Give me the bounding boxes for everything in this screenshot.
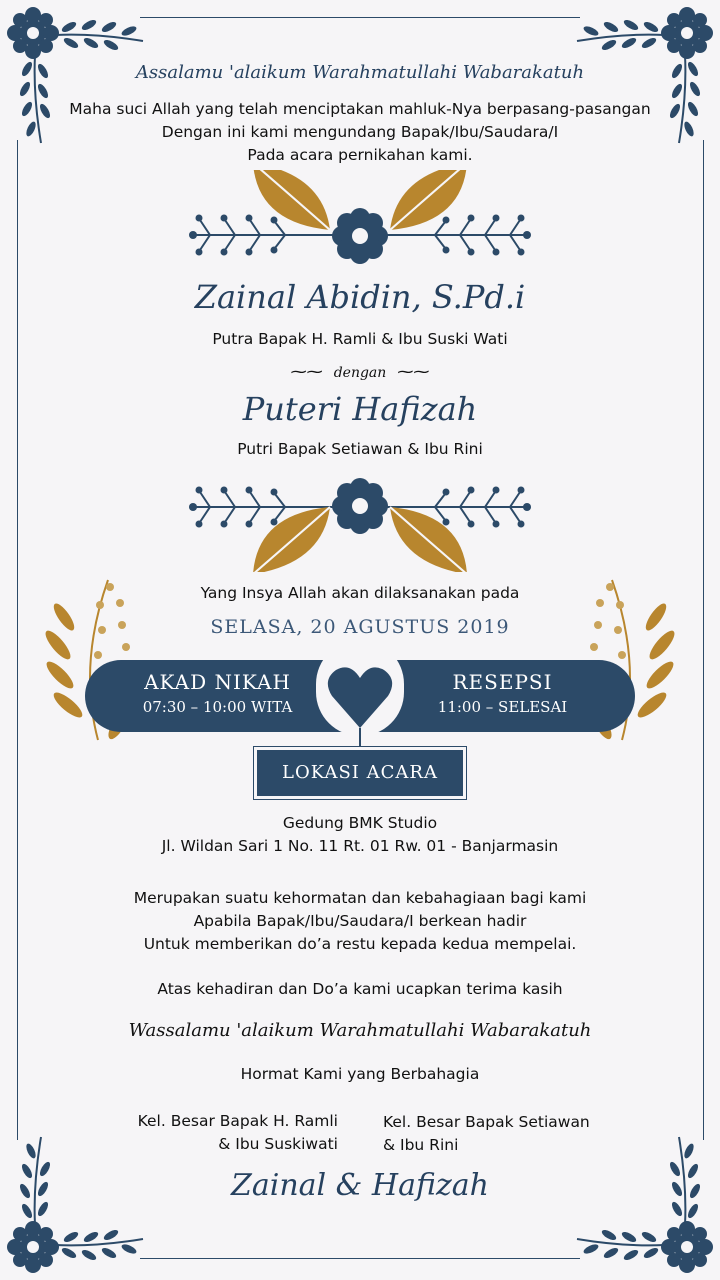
- venue-name: Gedung BMK Studio: [282, 814, 438, 832]
- intro-line-3: Pada acara pernikahan kami.: [247, 146, 473, 164]
- family-groom-line-2: & Ibu Suskiwati: [218, 1135, 338, 1153]
- family-bride-line-1: Kel. Besar Bapak Setiawan: [383, 1113, 590, 1131]
- greeting-close: Wassalamu 'alaikum Warahmatullahi Wabarakatuh: [128, 1020, 592, 1041]
- connector-stem: [359, 728, 361, 752]
- groom-parents: Putra Bapak H. Ramli & Ibu Suski Wati: [212, 330, 508, 348]
- swash-right-icon: ⁓⁓: [397, 362, 430, 381]
- event-date: SELASA, 20 AGUSTUS 2019: [210, 616, 510, 638]
- bottom-flower-ornament: [185, 462, 535, 572]
- couple-signature: Zainal & Hafizah: [231, 1168, 489, 1203]
- heart-icon: [326, 662, 394, 730]
- frame-top-line: [140, 17, 580, 18]
- top-flower-ornament: [185, 170, 535, 280]
- family-bride-line-2: & Ibu Rini: [383, 1136, 459, 1154]
- greeting-open: Assalamu 'alaikum Warahmatullahi Wabarakatuh: [135, 62, 585, 83]
- closing-line-3: Untuk memberikan do’a restu kepada kedua mempelai.: [143, 935, 577, 953]
- connector: [0, 362, 720, 381]
- bride-name: Puteri Hafizah: [242, 390, 478, 428]
- closing-line-2: Apabila Bapak/Ibu/Saudara/I berkean hadir: [193, 912, 527, 930]
- family-groom: [138, 1110, 338, 1156]
- family-bride: [383, 1111, 590, 1157]
- akad-time: 07:30 – 10:00 WITA: [142, 698, 293, 716]
- bride-parents: Putri Bapak Setiawan & Ibu Rini: [237, 440, 483, 458]
- intro-line-1: Maha suci Allah yang telah menciptakan mahluk-Nya berpasang-pasangan: [69, 100, 651, 118]
- venue-address: Jl. Wildan Sari 1 No. 11 Rt. 01 Rw. 01 - Banjarmasin: [161, 837, 559, 855]
- groom-name: Zainal Abidin, S.Pd.i: [194, 278, 526, 316]
- location-label: LOKASI ACARA: [257, 750, 463, 796]
- closing-line-1: Merupakan suatu kehormatan dan kebahagiaan bagi kami: [133, 889, 587, 907]
- intro-line-2: Dengan ini kami mengundang Bapak/Ibu/Saudara/I: [161, 123, 559, 141]
- akad-banner: [85, 660, 350, 732]
- event-intro: Yang Insya Allah akan dilaksanakan pada: [200, 584, 520, 602]
- resepsi-title: RESEPSI: [452, 670, 553, 694]
- resepsi-banner: [370, 660, 635, 732]
- frame-bottom-line: [140, 1258, 580, 1259]
- akad-title: AKAD NIKAH: [144, 670, 291, 694]
- family-groom-line-1: Kel. Besar Bapak H. Ramli: [137, 1112, 338, 1130]
- closing-thanks: Atas kehadiran dan Do’a kami ucapkan terima kasih: [157, 980, 563, 998]
- connector-text: dengan: [333, 365, 387, 381]
- swash-left-icon: ⁓⁓: [290, 362, 323, 381]
- regards: Hormat Kami yang Berbahagia: [240, 1065, 480, 1083]
- resepsi-time: 11:00 – SELESAI: [437, 698, 568, 716]
